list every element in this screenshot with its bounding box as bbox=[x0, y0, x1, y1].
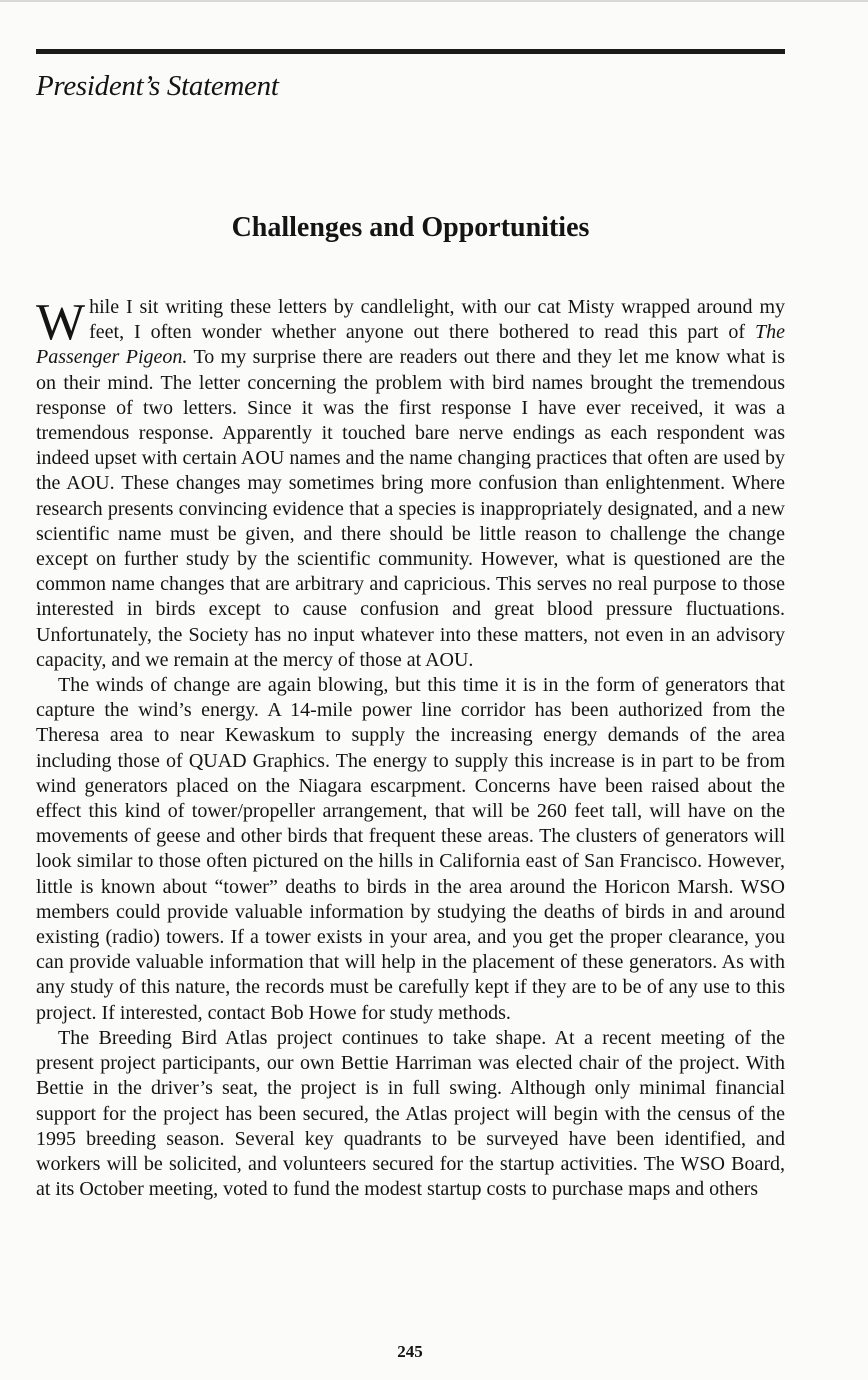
paragraph-1 bbox=[36, 295, 785, 673]
paragraph-1-rest: To my surprise there are readers out there and they let me know what is on their mind. The letter concerning the problem with bird names brought the tremendous response of two letters. Since it was the first response I have ever received, it was a tremendous response. Apparently it touched bare nerve endings as each respondent was indeed upset with certain AOU names and the name changing practices that often are used by the AOU. These changes may sometimes bring more confusion than enlightenment. Where research presents convincing evidence that a species is inappropriately designated, and a new scientific name must be given, and there should be little reason to challenge the change except on further study by the scientific community. However, what is questioned are the common name changes that are arbitrary and capricious. This serves no real purpose to those interested in birds except to cause confusion and great blood pressure fluctuations. Unfortunately, the Society has no input whatever into these matters, not even in an advisory capacity, and we remain at the mercy of those at AOU. bbox=[36, 346, 785, 671]
article-title: Challenges and Opportunities bbox=[231, 212, 590, 243]
paragraph-3: The Breeding Bird Atlas project continues to take shape. At a recent meeting of the present project participants, our own Bettie Harriman was elected chair of the project. With Bettie in the driver’s seat, the project is in full swing. Although only minimal financial support for the project has been secured, the Atlas project will begin with the census of the 1995 breeding season. Several key quadrants to be surveyed have been identified, and workers will be solicited, and volunteers secured for the startup activities. The WSO Board, at its October meeting, voted to fund the modest startup costs to purchase maps and others bbox=[36, 1026, 785, 1201]
header-rule bbox=[36, 49, 785, 54]
page-top-edge bbox=[0, 0, 868, 2]
page-number: 245 bbox=[397, 1342, 423, 1361]
paragraph-1-start: hile I sit writing these letters by candlelight, with our cat Misty wrapped around my feet, I often wonder whether anyone out there bothered to read this part of bbox=[89, 296, 785, 344]
drop-cap: W bbox=[36, 294, 86, 351]
publication-title: The Passenger Pigeon. bbox=[36, 321, 785, 369]
article-body bbox=[36, 295, 785, 1202]
section-title: President’s Statement bbox=[36, 70, 279, 102]
paragraph-2: The winds of change are again blowing, but this time it is in the form of generators that capture the wind’s energy. A 14-mile power line corridor has been authorized from the Theresa area to near Kewaskum to supply the increasing energy demands of the area including those of QUAD Graphics. The energy to supply this increase is in part to be from wind generators placed on the Niagara escarpment. Concerns have been raised about the effect this kind of tower/propeller arrangement, that will be 260 feet tall, will have on the movements of geese and other birds that frequent these areas. The clusters of generators will look similar to those often pictured on the hills in California east of San Francisco. However, little is known about “tower” deaths to birds in the area around the Horicon Marsh. WSO members could provide valuable information by studying the deaths of birds in and around existing (radio) towers. If a tower exists in your area, and you get the proper clearance, you can provide valuable information that will help in the placement of these generators. As with any study of this nature, the records must be carefully kept if they are to be of any use to this project. If interested, contact Bob Howe for study methods. bbox=[36, 674, 785, 1024]
